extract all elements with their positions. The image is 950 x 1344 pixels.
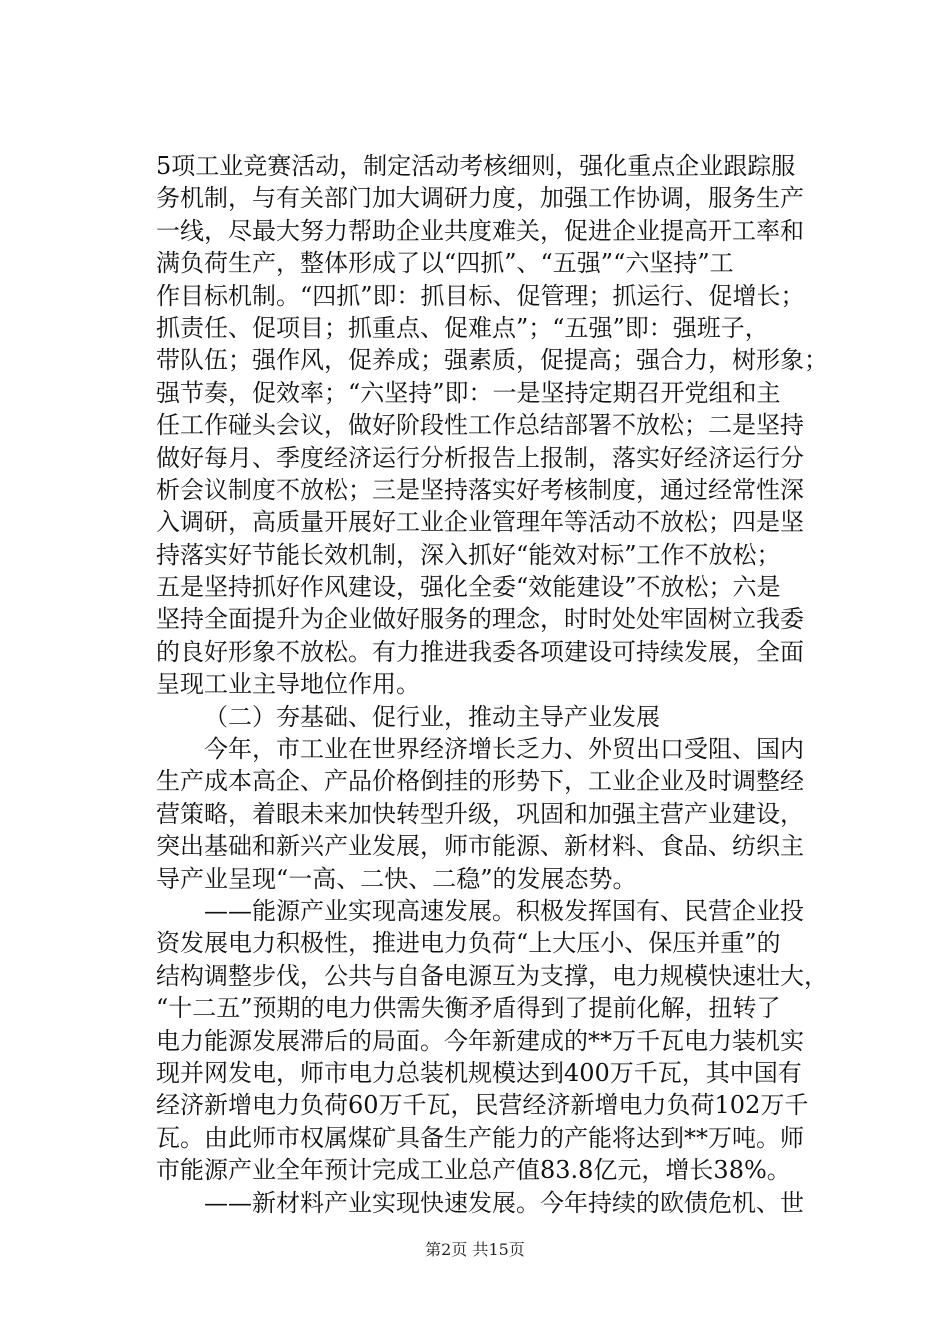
- text-line: 一线，尽最大努力帮助企业共度难关，促进企业提高开工率和: [156, 216, 804, 245]
- text-line: 务机制，与有关部门加大调研力度，加强工作协调，服务生产: [156, 184, 804, 213]
- text-line: 呈现工业主导地位作用。: [156, 670, 420, 699]
- text-line: 任工作碰头会议，做好阶段性工作总结部署不放松；二是坚持: [156, 411, 804, 440]
- text-line: 经济新增电力负荷60万千瓦，民营经济新增电力负荷102万千: [156, 1091, 809, 1120]
- text-line: 市能源产业全年预计完成工业总产值83.8亿元，增长38%。: [156, 1156, 791, 1185]
- text-line: 现并网发电，师市电力总装机规模达到400万千瓦，其中国有: [156, 1058, 802, 1087]
- text-line: 入调研，高质量开展好工业企业管理年等活动不放松；四是坚: [156, 508, 804, 537]
- text-line: 瓦。由此师市权属煤矿具备生产能力的产能将达到**万吨。师: [156, 1123, 804, 1152]
- body-text: [156, 150, 836, 1219]
- text-line: 析会议制度不放松；三是坚持落实好考核制度，通过经常性深: [156, 475, 804, 504]
- text-line: 做好每月、季度经济运行分析报告上报制，落实好经济运行分: [156, 443, 804, 472]
- page-footer: 第2页 共15页: [425, 1240, 525, 1259]
- text-line: 导产业呈现“一高、二快、二稳”的发展态势。: [156, 864, 637, 893]
- text-line: 电力能源发展滞后的局面。今年新建成的**万千瓦电力装机实: [156, 1026, 804, 1055]
- text-line: 五是坚持抓好作风建设，强化全委“效能建设”不放松；六是: [156, 573, 781, 602]
- text-line: 带队伍；强作风，促养成；强素质，促提高；强合力，树形象；: [156, 346, 828, 375]
- text-line: 营策略，着眼未来加快转型升级，巩固和加强主营产业建设，: [156, 799, 804, 828]
- text-line: 今年，市工业在世界经济增长乏力、外贸出口受阻、国内: [204, 735, 804, 764]
- text-line: 强节奏，促效率；“六坚持”即：一是坚持定期召开党组和主: [156, 378, 781, 407]
- text-line: 持落实好节能长效机制，深入抓好“能效对标”工作不放松；: [156, 540, 781, 569]
- text-line: ——新材料产业实现快速发展。今年持续的欧债危机、世: [204, 1188, 804, 1217]
- text-line: 的良好形象不放松。有力推进我委各项建设可持续发展，全面: [156, 637, 804, 666]
- text-line: ——能源产业实现高速发展。积极发挥国有、民营企业投: [204, 896, 804, 925]
- text-line: 生产成本高企、产品价格倒挂的形势下，工业企业及时调整经: [156, 767, 804, 796]
- text-line: 满负荷生产，整体形成了以“四抓”、“五强”“六坚持”工: [156, 249, 734, 278]
- text-line: 资发展电力积极性，推进电力负荷“上大压小、保压并重”的: [156, 929, 781, 958]
- section-heading: （二）夯基础、促行业，推动主导产业发展: [204, 702, 660, 731]
- text-line: 抓责任、促项目；抓重点、促难点”；“五强”即：强班子，: [156, 313, 769, 342]
- text-line: 5项工业竞赛活动，制定活动考核细则，强化重点企业跟踪服: [156, 152, 796, 180]
- text-line: 突出基础和新兴产业发展，师市能源、新材料、食品、纺织主: [156, 832, 804, 861]
- text-line: 结构调整步伐，公共与自备电源互为支撑，电力规模快速壮大，: [156, 961, 828, 990]
- text-line: 坚持全面提升为企业做好服务的理念，时时处处牢固树立我委: [156, 605, 804, 634]
- text-line: 作目标机制。“四抓”即：抓目标、促管理；抓运行、促增长；: [156, 281, 805, 310]
- text-line: “十二五”预期的电力供需失衡矛盾得到了提前化解，扭转了: [156, 994, 781, 1023]
